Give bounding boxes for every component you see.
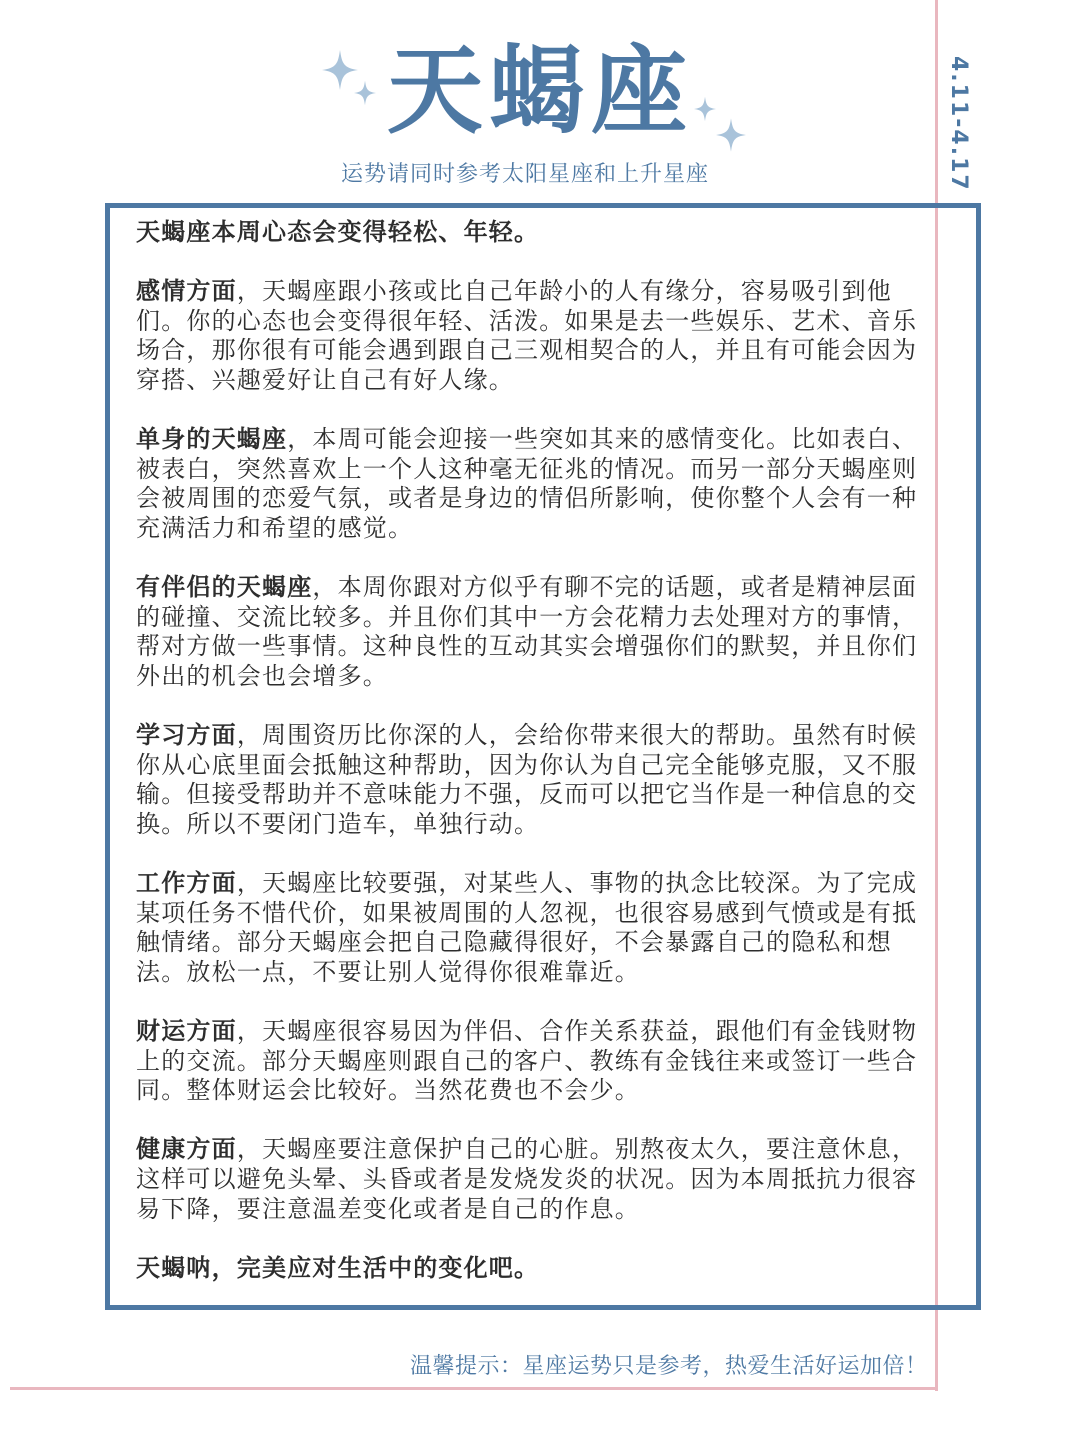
section-text: ，本周你跟对方似乎有聊不完的话题，或者是精神层面的碰撞、交流比较多。并且你们其中一方会花精力去处理对方的事情，帮对方做一些事情。这种良性的互动其实会增强你们的默契，并且你们外出的机会也会增多。 [136,573,918,690]
section-study [136,721,936,839]
page-title: 天蝎座 [387,35,693,147]
section-text: ，天蝎座跟小孩或比自己年龄小的人有缘分，容易吸引到他们。你的心态也会变得很年轻、活泼。如果是去一些娱乐、艺术、音乐场合，那你很有可能会遇到跟自己三观相契合的人，并且有可能会因为穿搭、兴趣爱好让自己有好人缘。 [136,277,918,394]
section-health [136,1135,936,1224]
section-label: 感情方面 [136,277,237,306]
pink-frame-horizontal-line [10,1387,938,1390]
section-text: ，天蝎座很容易因为伴侣、合作关系获益，跟他们有金钱财物上的交流。部分天蝎座则跟自己的客户、教练有金钱往来或签订一些合同。整体财运会比较好。当然花费也不会少。 [136,1017,918,1105]
date-range: 4.11-4.17 [946,56,971,192]
closing-paragraph: 天蝎呐，完美应对生活中的变化吧。 [136,1253,540,1282]
section-text: ，周围资历比你深的人，会给你带来很大的帮助。虽然有时候你从心底里面会抵触这种帮助，因为你认为自己完全能够克服，又不服输。但接受帮助并不意味能力不强，反而可以把它当作是一种信息的交换。所以不要闭门造车，单独行动。 [136,721,918,838]
section-label: 健康方面 [136,1135,237,1164]
footer-tip: 温馨提示：星座运势只是参考，热爱生活好运加倍！ [410,1354,928,1379]
section-wealth [136,1017,936,1106]
section-text: ，本周可能会迎接一些突如其来的感情变化。比如表白、被表白，突然喜欢上一个人这种毫无征兆的情况。而另一部分天蝎座则会被周围的恋爱气氛，或者是身边的情侣所影响，使你整个人会有一种充满活力和希望的感觉。 [136,425,918,542]
section-text: ，天蝎座要注意保护自己的心脏。别熬夜太久，要注意休息，这样可以避免头晕、头昏或者是发烧发炎的状况。因为本周抵抗力很容易下降，要注意温差变化或者是自己的作息。 [136,1135,918,1223]
lead-paragraph: 天蝎座本周心态会变得轻松、年轻。 [136,218,540,246]
section-single [136,425,936,543]
section-label: 单身的天蝎座 [136,425,288,454]
section-text: ，天蝎座比较要强，对某些人、事物的执念比较深。为了完成某项任务不惜代价，如果被周围的人忽视，也很容易感到气愤或是有抵触情绪。部分天蝎座会把自己隐藏得很好，不会暴露自己的隐私和想法。放松一点，不要让别人觉得你很难靠近。 [136,869,918,986]
section-partnered [136,573,936,691]
section-label: 学习方面 [136,721,237,750]
section-work [136,869,936,987]
section-label: 财运方面 [136,1017,237,1046]
page-subtitle: 运势请同时参考太阳星座和上升星座 [340,162,709,187]
horoscope-content [136,218,936,1313]
section-love [136,277,936,395]
section-label: 有伴侣的天蝎座 [136,573,313,602]
section-label: 工作方面 [136,869,237,898]
